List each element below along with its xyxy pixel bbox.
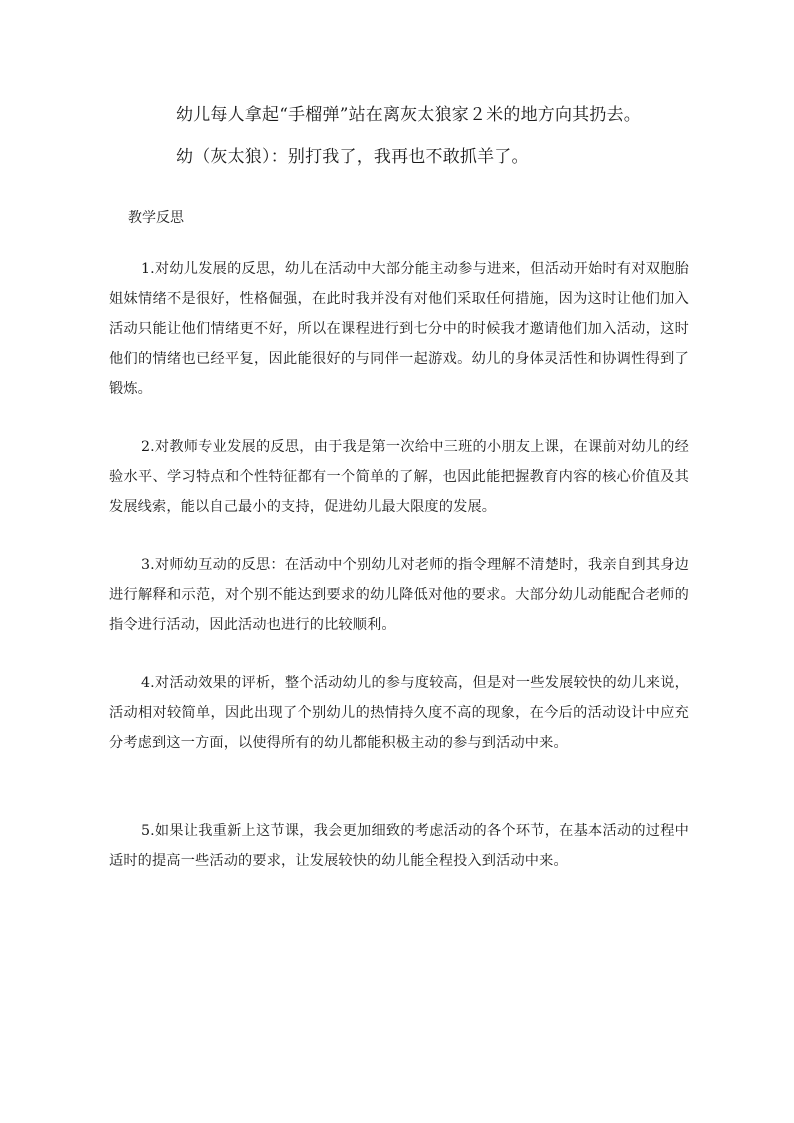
paragraph-interaction-reflection: 3.对师幼互动的反思：在活动中个别幼儿对老师的指令理解不清楚时，我亲自到其身边进行解释和示范，对个别不能达到要求的幼儿降低对他的要求。大部分幼儿动能配合老师的指令进行活动，因此活动也进行的比较顺利。 [109,557,689,633]
paragraph-teacher-development-reflection: 2.对教师专业发展的反思，由于我是第一次给中三班的小朋友上课，在课前对幼儿的经验水平、学习特点和个性特征都有一个简单的了解，也因此能把握教育内容的核心价值及其发展线索，能以自己最小的支持，促进幼儿最大限度的发展。 [109,439,689,515]
paragraph-activity-effect-review: 4.对活动效果的评析，整个活动幼儿的参与度较高，但是对一些发展较快的幼儿来说，活动相对较简单，因此出现了个别幼儿的热情持久度不高的现象，在今后的活动设计中应充分考虑到这一方面，以使得所有的幼儿都能积极主动的参与到活动中来。 [109,675,689,751]
intro-line-grenade: 幼儿每人拿起“手榴弹”站在离灰太狼家２米的地方向其扔去。 [176,105,641,125]
paragraph-child-development-reflection: 1.对幼儿发展的反思，幼儿在活动中大部分能主动参与进来，但活动开始时有对双胞胎姐妹情绪不是很好，性格倔强，在此时我并没有对他们采取任何措施，因为这时让他们加入活动只能让他们情绪更不好，所以在课程进行到七分中的时候我才邀请他们加入活动，这时他们的情绪也已经平复，因此能很好的与同伴一起游戏。幼儿的身体灵活性和协调性得到了锻炼。 [109,261,689,397]
section-heading-teaching-reflection: 教学反思 [128,210,184,226]
paragraph-improvement-plan: 5.如果让我重新上这节课，我会更加细致的考虑活动的各个环节，在基本活动的过程中适时的提高一些活动的要求，让发展较快的幼儿能全程投入到活动中来。 [109,823,689,869]
intro-line-wolf-dialogue: 幼（灰太狼）：别打我了，我再也不敢抓羊了。 [176,147,529,167]
